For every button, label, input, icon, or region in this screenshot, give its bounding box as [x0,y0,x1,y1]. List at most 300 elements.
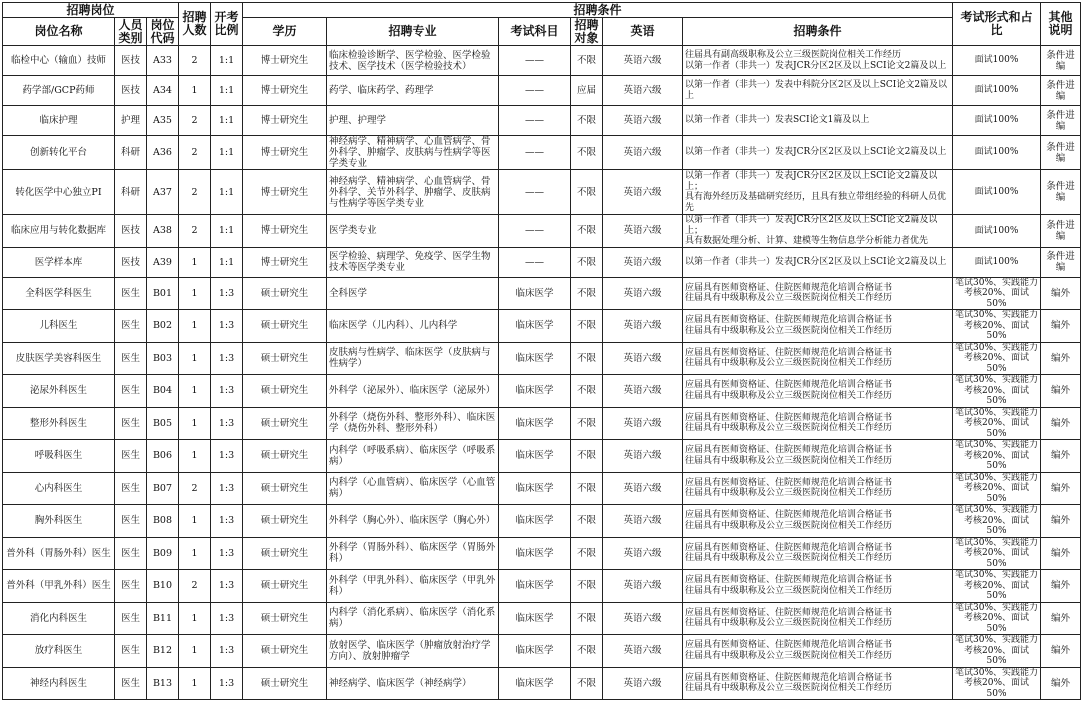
cell-exam-subject: —— [499,170,571,215]
table-row [3,46,1081,76]
cell-notes: 编外 [1041,635,1081,668]
cell-post-name: 转化医学中心独立PI [3,170,115,215]
cell-exam-subject: 临床医学 [499,310,571,343]
table-row [3,602,1081,635]
cell-education: 硕士研究生 [243,667,327,700]
cell-staff-type: 医技 [115,46,147,76]
cell-education: 硕士研究生 [243,505,327,538]
cell-headcount: 1 [179,440,211,473]
cell-exam-form: 笔试30%、实践能力考核20%、面试50% [953,667,1041,700]
cell-exam-subject: 临床医学 [499,667,571,700]
cell-exam-subject: —— [499,106,571,136]
cell-education: 硕士研究生 [243,537,327,570]
cell-staff-type: 医生 [115,635,147,668]
cell-exam-form: 面试100% [953,170,1041,215]
cell-exam-subject: 临床医学 [499,407,571,440]
cell-headcount: 2 [179,570,211,603]
cell-post-code: B04 [147,375,179,408]
cell-exam-form: 面试100% [953,136,1041,170]
cell-ratio: 1:3 [211,310,243,343]
cell-post-name: 普外科（胃肠外科）医生 [3,537,115,570]
cell-exam-subject: 临床医学 [499,277,571,310]
cell-headcount: 1 [179,76,211,106]
table-row [3,537,1081,570]
cell-notes: 编外 [1041,505,1081,538]
table-row [3,505,1081,538]
cell-english: 英语六级 [603,76,683,106]
cell-post-name: 临床应用与转化数据库 [3,215,115,248]
cell-education: 硕士研究生 [243,440,327,473]
cell-notes: 编外 [1041,375,1081,408]
cell-headcount: 1 [179,505,211,538]
cell-post-name: 临床护理 [3,106,115,136]
cell-notes: 编外 [1041,310,1081,343]
cell-headcount: 1 [179,635,211,668]
cell-exam-form: 笔试30%、实践能力考核20%、面试50% [953,635,1041,668]
cell-notes: 条件进编 [1041,46,1081,76]
cell-target: 不限 [571,106,603,136]
cell-post-code: B12 [147,635,179,668]
cell-post-name: 临检中心（输血）技师 [3,46,115,76]
cell-requirements: 应届具有医师资格证、住院医师规范化培训合格证书 往届具有中级职称及公立三级医院岗位相关工作经历 [683,505,953,538]
header-education: 学历 [243,18,327,46]
cell-post-code: B02 [147,310,179,343]
cell-target: 不限 [571,505,603,538]
cell-english: 英语六级 [603,440,683,473]
header-group-post: 招聘岗位 [3,3,179,18]
cell-ratio: 1:3 [211,375,243,408]
cell-notes: 条件进编 [1041,215,1081,248]
cell-headcount: 2 [179,215,211,248]
cell-requirements: 以第一作者（非共一）发表JCR分区2区及以上SCI论文2篇及以上 [683,247,953,277]
cell-staff-type: 医生 [115,505,147,538]
cell-requirements: 应届具有医师资格证、住院医师规范化培训合格证书 往届具有中级职称及公立三级医院岗位相关工作经历 [683,667,953,700]
cell-exam-form: 笔试30%、实践能力考核20%、面试50% [953,310,1041,343]
cell-english: 英语六级 [603,136,683,170]
cell-exam-form: 面试100% [953,76,1041,106]
cell-headcount: 2 [179,46,211,76]
table-row [3,440,1081,473]
cell-education: 硕士研究生 [243,277,327,310]
cell-post-code: A38 [147,215,179,248]
cell-notes: 编外 [1041,277,1081,310]
cell-target: 不限 [571,342,603,375]
header-target: 招聘对象 [571,18,603,46]
cell-target: 不限 [571,247,603,277]
table-row [3,635,1081,668]
cell-post-code: A39 [147,247,179,277]
cell-english: 英语六级 [603,505,683,538]
cell-post-code: A33 [147,46,179,76]
cell-post-name: 放疗科医生 [3,635,115,668]
cell-headcount: 1 [179,537,211,570]
cell-exam-subject: 临床医学 [499,505,571,538]
cell-headcount: 1 [179,310,211,343]
cell-ratio: 1:1 [211,46,243,76]
cell-major: 皮肤病与性病学、临床医学（皮肤病与性病学） [327,342,499,375]
cell-major: 外科学（甲乳外科）、临床医学（甲乳外科） [327,570,499,603]
cell-major: 临床医学（儿内科）、儿内科学 [327,310,499,343]
table-row [3,106,1081,136]
table-row [3,570,1081,603]
cell-notes: 编外 [1041,440,1081,473]
cell-ratio: 1:3 [211,602,243,635]
cell-post-code: B01 [147,277,179,310]
table-row [3,170,1081,215]
cell-major: 药学、临床药学、药理学 [327,76,499,106]
cell-staff-type: 医技 [115,215,147,248]
cell-exam-form: 面试100% [953,106,1041,136]
cell-target: 不限 [571,136,603,170]
cell-requirements: 以第一作者（非共一）发表JCR分区2区及以上SCI论文2篇及以上 [683,136,953,170]
cell-target: 不限 [571,570,603,603]
cell-headcount: 1 [179,602,211,635]
cell-notes: 编外 [1041,570,1081,603]
cell-ratio: 1:3 [211,407,243,440]
cell-staff-type: 科研 [115,136,147,170]
cell-ratio: 1:1 [211,170,243,215]
header-notes: 其他说明 [1041,3,1081,46]
cell-staff-type: 护理 [115,106,147,136]
header-staff-type: 人员类别 [115,18,147,46]
table-row [3,667,1081,700]
cell-ratio: 1:3 [211,440,243,473]
cell-post-name: 胸外科医生 [3,505,115,538]
cell-english: 英语六级 [603,667,683,700]
header-ratio: 开考比例 [211,3,243,46]
cell-education: 硕士研究生 [243,602,327,635]
cell-exam-form: 笔试30%、实践能力考核20%、面试50% [953,342,1041,375]
cell-post-code: B07 [147,472,179,505]
cell-target: 应届 [571,76,603,106]
cell-requirements: 应届具有医师资格证、住院医师规范化培训合格证书 往届具有中级职称及公立三级医院岗位相关工作经历 [683,602,953,635]
header-post-code: 岗位代码 [147,18,179,46]
cell-major: 临床检验诊断学、医学检验、医学检验技术、医学技术（医学检验技术） [327,46,499,76]
cell-post-code: B06 [147,440,179,473]
cell-english: 英语六级 [603,215,683,248]
cell-staff-type: 医生 [115,375,147,408]
cell-target: 不限 [571,667,603,700]
cell-staff-type: 医生 [115,342,147,375]
cell-major: 护理、护理学 [327,106,499,136]
cell-requirements: 以第一作者（非共一）发表中科院分区2区及以上SCI论文2篇及以上 [683,76,953,106]
cell-post-code: A36 [147,136,179,170]
header-exam-form: 考试形式和占比 [953,3,1041,46]
cell-target: 不限 [571,170,603,215]
cell-staff-type: 医生 [115,602,147,635]
cell-exam-form: 笔试30%、实践能力考核20%、面试50% [953,407,1041,440]
cell-education: 硕士研究生 [243,570,327,603]
cell-exam-subject: —— [499,76,571,106]
table-row [3,215,1081,248]
table-row [3,76,1081,106]
cell-major: 放射医学、临床医学（肿瘤放射治疗学方向）、放射肿瘤学 [327,635,499,668]
cell-exam-form: 笔试30%、实践能力考核20%、面试50% [953,375,1041,408]
cell-exam-subject: 临床医学 [499,440,571,473]
cell-exam-form: 笔试30%、实践能力考核20%、面试50% [953,537,1041,570]
cell-headcount: 2 [179,106,211,136]
cell-requirements: 应届具有医师资格证、住院医师规范化培训合格证书 往届具有中级职称及公立三级医院岗位相关工作经历 [683,440,953,473]
cell-education: 硕士研究生 [243,635,327,668]
cell-requirements: 以第一作者（非共一）发表SCI论文1篇及以上 [683,106,953,136]
cell-post-name: 创新转化平台 [3,136,115,170]
cell-post-code: B09 [147,537,179,570]
cell-staff-type: 医生 [115,537,147,570]
cell-major: 内科学（呼吸系病）、临床医学（呼吸系病） [327,440,499,473]
cell-exam-subject: 临床医学 [499,570,571,603]
table-row [3,472,1081,505]
cell-english: 英语六级 [603,407,683,440]
cell-major: 神经病学、精神病学、心血管病学、骨外科学、关节外科学、肿瘤学、皮肤病与性病学等医学类专业 [327,170,499,215]
cell-post-code: A35 [147,106,179,136]
cell-post-code: B05 [147,407,179,440]
cell-ratio: 1:1 [211,136,243,170]
cell-requirements: 以第一作者（非共一）发表JCR分区2区及以上SCI论文2篇及以上； 具有数据处理分析、计算、建模等生物信息学分析能力者优先 [683,215,953,248]
cell-requirements: 应届具有医师资格证、住院医师规范化培训合格证书 往届具有中级职称及公立三级医院岗位相关工作经历 [683,342,953,375]
cell-education: 博士研究生 [243,170,327,215]
cell-education: 硕士研究生 [243,342,327,375]
cell-ratio: 1:3 [211,537,243,570]
cell-ratio: 1:1 [211,247,243,277]
cell-notes: 编外 [1041,472,1081,505]
cell-ratio: 1:3 [211,472,243,505]
cell-requirements: 以第一作者（非共一）发表JCR分区2区及以上SCI论文2篇及以上； 具有海外经历及基础研究经历，且具有独立带组经验的科研人员优先 [683,170,953,215]
cell-notes: 编外 [1041,342,1081,375]
cell-requirements: 应届具有医师资格证、住院医师规范化培训合格证书 往届具有中级职称及公立三级医院岗位相关工作经历 [683,277,953,310]
cell-major: 医学类专业 [327,215,499,248]
cell-post-code: B03 [147,342,179,375]
cell-requirements: 应届具有医师资格证、住院医师规范化培训合格证书 往届具有中级职称及公立三级医院岗位相关工作经历 [683,570,953,603]
table-row [3,407,1081,440]
header-requirements: 招聘条件 [683,18,953,46]
cell-ratio: 1:3 [211,570,243,603]
cell-exam-form: 笔试30%、实践能力考核20%、面试50% [953,505,1041,538]
recruitment-table [2,2,1081,700]
cell-english: 英语六级 [603,570,683,603]
cell-target: 不限 [571,602,603,635]
table-row [3,342,1081,375]
cell-major: 医学检验、病理学、免疫学、医学生物技术等医学类专业 [327,247,499,277]
cell-education: 博士研究生 [243,136,327,170]
cell-notes: 条件进编 [1041,170,1081,215]
cell-exam-subject: —— [499,46,571,76]
cell-headcount: 1 [179,667,211,700]
table-row [3,375,1081,408]
cell-post-code: B13 [147,667,179,700]
cell-exam-subject: —— [499,136,571,170]
cell-ratio: 1:3 [211,342,243,375]
cell-english: 英语六级 [603,602,683,635]
table-row [3,136,1081,170]
cell-exam-subject: —— [499,215,571,248]
cell-requirements: 往届具有副高级职称及公立三级医院岗位相关工作经历 以第一作者（非共一）发表JCR分区2区及以上SCI论文2篇及以上 [683,46,953,76]
header-post-name: 岗位名称 [3,18,115,46]
table-row [3,277,1081,310]
cell-education: 博士研究生 [243,46,327,76]
cell-target: 不限 [571,215,603,248]
cell-english: 英语六级 [603,170,683,215]
cell-post-name: 整形外科医生 [3,407,115,440]
cell-english: 英语六级 [603,342,683,375]
cell-exam-subject: 临床医学 [499,602,571,635]
cell-staff-type: 医生 [115,570,147,603]
cell-headcount: 2 [179,170,211,215]
cell-major: 内科学（心血管病）、临床医学（心血管病） [327,472,499,505]
cell-staff-type: 医生 [115,440,147,473]
cell-notes: 编外 [1041,602,1081,635]
cell-exam-form: 笔试30%、实践能力考核20%、面试50% [953,277,1041,310]
cell-requirements: 应届具有医师资格证、住院医师规范化培训合格证书 往届具有中级职称及公立三级医院岗位相关工作经历 [683,472,953,505]
cell-major: 外科学（胸心外）、临床医学（胸心外） [327,505,499,538]
cell-headcount: 2 [179,136,211,170]
header-exam-subject: 考试科目 [499,18,571,46]
cell-education: 博士研究生 [243,76,327,106]
cell-exam-form: 面试100% [953,247,1041,277]
cell-post-code: B08 [147,505,179,538]
cell-requirements: 应届具有医师资格证、住院医师规范化培训合格证书 往届具有中级职称及公立三级医院岗位相关工作经历 [683,407,953,440]
recruitment-table-wrapper [2,2,1081,700]
cell-post-code: A34 [147,76,179,106]
cell-target: 不限 [571,635,603,668]
header-english: 英语 [603,18,683,46]
cell-post-name: 普外科（甲乳外科）医生 [3,570,115,603]
header-major: 招聘专业 [327,18,499,46]
cell-english: 英语六级 [603,277,683,310]
cell-notes: 条件进编 [1041,106,1081,136]
cell-target: 不限 [571,537,603,570]
cell-post-name: 神经内科医生 [3,667,115,700]
cell-english: 英语六级 [603,310,683,343]
cell-staff-type: 医生 [115,667,147,700]
cell-post-name: 医学样本库 [3,247,115,277]
cell-ratio: 1:1 [211,215,243,248]
cell-post-name: 心内科医生 [3,472,115,505]
cell-headcount: 1 [179,407,211,440]
cell-education: 硕士研究生 [243,472,327,505]
cell-post-name: 药学部/GCP药师 [3,76,115,106]
cell-staff-type: 医技 [115,247,147,277]
cell-exam-form: 面试100% [953,46,1041,76]
cell-notes: 条件进编 [1041,247,1081,277]
cell-english: 英语六级 [603,375,683,408]
cell-ratio: 1:1 [211,76,243,106]
cell-requirements: 应届具有医师资格证、住院医师规范化培训合格证书 往届具有中级职称及公立三级医院岗位相关工作经历 [683,635,953,668]
cell-english: 英语六级 [603,46,683,76]
cell-notes: 编外 [1041,667,1081,700]
cell-exam-subject: 临床医学 [499,342,571,375]
cell-exam-form: 笔试30%、实践能力考核20%、面试50% [953,440,1041,473]
cell-exam-subject: 临床医学 [499,472,571,505]
cell-target: 不限 [571,375,603,408]
table-body [3,46,1081,700]
cell-major: 外科学（泌尿外）、临床医学（泌尿外） [327,375,499,408]
cell-notes: 条件进编 [1041,76,1081,106]
cell-staff-type: 科研 [115,170,147,215]
cell-post-code: A37 [147,170,179,215]
cell-major: 神经病学、精神病学、心血管病学、骨外科学、肿瘤学、皮肤病与性病学等医学类专业 [327,136,499,170]
cell-major: 外科学（胃肠外科）、临床医学（胃肠外科） [327,537,499,570]
cell-exam-subject: 临床医学 [499,537,571,570]
cell-staff-type: 医生 [115,310,147,343]
cell-requirements: 应届具有医师资格证、住院医师规范化培训合格证书 往届具有中级职称及公立三级医院岗位相关工作经历 [683,375,953,408]
cell-education: 硕士研究生 [243,407,327,440]
cell-major: 内科学（消化系病）、临床医学（消化系病） [327,602,499,635]
cell-english: 英语六级 [603,635,683,668]
cell-major: 神经病学、临床医学（神经病学） [327,667,499,700]
cell-english: 英语六级 [603,472,683,505]
cell-post-name: 泌尿外科医生 [3,375,115,408]
cell-ratio: 1:3 [211,667,243,700]
cell-exam-form: 笔试30%、实践能力考核20%、面试50% [953,472,1041,505]
cell-education: 硕士研究生 [243,310,327,343]
cell-english: 英语六级 [603,537,683,570]
cell-education: 硕士研究生 [243,375,327,408]
header-group-row [3,3,1081,18]
cell-exam-form: 面试100% [953,215,1041,248]
cell-post-name: 儿科医生 [3,310,115,343]
cell-staff-type: 医技 [115,76,147,106]
cell-requirements: 应届具有医师资格证、住院医师规范化培训合格证书 往届具有中级职称及公立三级医院岗位相关工作经历 [683,310,953,343]
cell-staff-type: 医生 [115,472,147,505]
cell-post-code: B10 [147,570,179,603]
cell-headcount: 1 [179,247,211,277]
cell-notes: 条件进编 [1041,136,1081,170]
cell-post-name: 全科医学科医生 [3,277,115,310]
cell-education: 博士研究生 [243,247,327,277]
cell-exam-subject: 临床医学 [499,375,571,408]
table-row [3,310,1081,343]
cell-target: 不限 [571,472,603,505]
cell-target: 不限 [571,440,603,473]
cell-education: 博士研究生 [243,106,327,136]
cell-exam-subject: —— [499,247,571,277]
cell-staff-type: 医生 [115,277,147,310]
cell-headcount: 1 [179,342,211,375]
cell-ratio: 1:3 [211,505,243,538]
cell-post-code: B11 [147,602,179,635]
cell-ratio: 1:3 [211,277,243,310]
header-sub-row [3,18,1081,46]
cell-ratio: 1:1 [211,106,243,136]
header-group-conditions: 招聘条件 [243,3,953,18]
cell-notes: 编外 [1041,537,1081,570]
cell-exam-subject: 临床医学 [499,635,571,668]
cell-headcount: 1 [179,277,211,310]
cell-target: 不限 [571,277,603,310]
table-row [3,247,1081,277]
cell-english: 英语六级 [603,106,683,136]
cell-post-name: 消化内科医生 [3,602,115,635]
cell-target: 不限 [571,407,603,440]
header-headcount: 招聘人数 [179,3,211,46]
cell-staff-type: 医生 [115,407,147,440]
cell-post-name: 呼吸科医生 [3,440,115,473]
cell-post-name: 皮肤医学美容科医生 [3,342,115,375]
table-header [3,3,1081,46]
cell-exam-form: 笔试30%、实践能力考核20%、面试50% [953,570,1041,603]
cell-exam-form: 笔试30%、实践能力考核20%、面试50% [953,602,1041,635]
cell-headcount: 2 [179,472,211,505]
cell-major: 全科医学 [327,277,499,310]
cell-headcount: 1 [179,375,211,408]
cell-notes: 编外 [1041,407,1081,440]
cell-major: 外科学（烧伤外科、整形外科）、临床医学（烧伤外科、整形外科） [327,407,499,440]
cell-target: 不限 [571,46,603,76]
cell-target: 不限 [571,310,603,343]
cell-requirements: 应届具有医师资格证、住院医师规范化培训合格证书 往届具有中级职称及公立三级医院岗位相关工作经历 [683,537,953,570]
cell-ratio: 1:3 [211,635,243,668]
cell-english: 英语六级 [603,247,683,277]
